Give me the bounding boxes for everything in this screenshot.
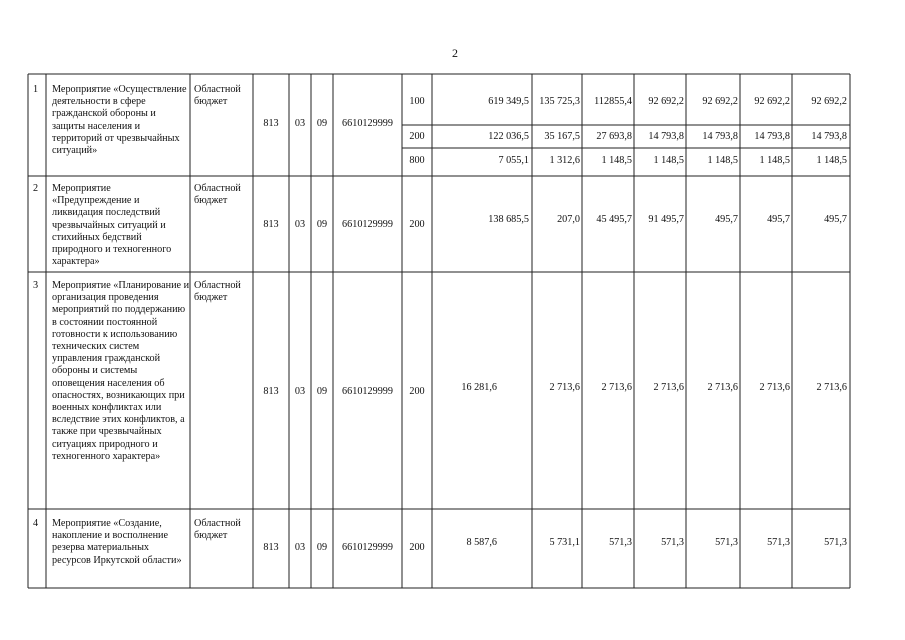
row3-num: 3 (33, 280, 39, 291)
row4-rz: 03 (294, 542, 306, 553)
row2-source: Областной бюджет (194, 183, 241, 207)
row1-sub1-vr: 100 (409, 96, 425, 107)
row1-sub3-v2: 1 312,6 (549, 155, 580, 166)
row3-v2: 2 713,6 (549, 382, 580, 393)
row2-v7: 495,7 (824, 214, 847, 225)
row1-sub2-vr: 200 (409, 131, 425, 142)
row1-sub3-v3: 1 148,5 (601, 155, 632, 166)
row3-source: Областной бюджет (194, 280, 241, 304)
row3-pr: 09 (316, 386, 328, 397)
row1-sub2-v1: 122 036,5 (488, 131, 529, 142)
row3-kgrbs: 813 (263, 386, 279, 397)
row2-v3: 45 495,7 (596, 214, 632, 225)
row4-v6: 571,3 (767, 537, 790, 548)
row1-sub1-v3: 112855,4 (594, 96, 632, 107)
row2-csr: 6610129999 (342, 219, 393, 230)
row1-sub2-v2: 35 167,5 (544, 131, 580, 142)
row1-kgrbs: 813 (263, 118, 279, 129)
row1-sub3-vr: 800 (409, 155, 425, 166)
row1-source: Областной бюджет (194, 84, 241, 108)
row1-sub1-v1: 619 349,5 (488, 96, 529, 107)
row1-sub1-v5: 92 692,2 (702, 96, 738, 107)
row3-v7: 2 713,6 (816, 382, 847, 393)
row2-rz: 03 (294, 219, 306, 230)
row2-num: 2 (33, 183, 39, 194)
row1-sub1-v6: 92 692,2 (754, 96, 790, 107)
row1-sub1-v4: 92 692,2 (648, 96, 684, 107)
row1-sub2-v4: 14 793,8 (648, 131, 684, 142)
row3-v3: 2 713,6 (601, 382, 632, 393)
row1-sub3-v7: 1 148,5 (816, 155, 847, 166)
row4-v5: 571,3 (715, 537, 738, 548)
row2-vr: 200 (409, 219, 425, 230)
row1-name: Мероприятие «Осуществление деятельности в сфере гражданской обороны и защиты населения и территорий от чрезвычайных ситуаций» (52, 84, 187, 157)
row2-v4: 91 495,7 (648, 214, 684, 225)
row2-v5: 495,7 (715, 214, 738, 225)
row2-v2: 207,0 (557, 214, 580, 225)
row1-sub1-v7: 92 692,2 (811, 96, 847, 107)
row4-name: Мероприятие «Создание, накопление и восполнение резерва материальных ресурсов Иркутской области» (52, 518, 182, 566)
row4-kgrbs: 813 (263, 542, 279, 553)
row3-v6: 2 713,6 (759, 382, 790, 393)
row1-pr: 09 (316, 118, 328, 129)
row1-sub1-v2: 135 725,3 (539, 96, 580, 107)
row2-v6: 495,7 (767, 214, 790, 225)
row1-csr: 6610129999 (342, 118, 393, 129)
row3-vr: 200 (409, 386, 425, 397)
row1-sub2-v6: 14 793,8 (754, 131, 790, 142)
row1-sub3-v6: 1 148,5 (759, 155, 790, 166)
row1-sub2-v7: 14 793,8 (811, 131, 847, 142)
row2-name: Мероприятие «Предупреждение и ликвидация последствий чрезвычайных ситуаций и стихийных бедствий природного и техногенного характера» (52, 183, 172, 268)
row1-sub3-v4: 1 148,5 (653, 155, 684, 166)
row3-name: Мероприятие «Планирование и организация проведения мероприятий по поддержанию в состоянии постоянной готовности к использованию технических систем управления гражданской обороны и системы оповещения населения об опасностях, возникающих при военных конфликтах или вследствие этих конфликтов, а также при чрезвычайных ситуациях природного и техногенного характера» (52, 280, 190, 462)
row3-v5: 2 713,6 (707, 382, 738, 393)
row4-v2: 5 731,1 (549, 537, 580, 548)
row1-rz: 03 (294, 118, 306, 129)
row2-v1: 138 685,5 (488, 214, 529, 225)
row1-num: 1 (33, 84, 39, 95)
row1-sub2-v3: 27 693,8 (596, 131, 632, 142)
row4-v3: 571,3 (609, 537, 632, 548)
row3-rz: 03 (294, 386, 306, 397)
row4-source: Областной бюджет (194, 518, 241, 542)
row4-v1: 8 587,6 (466, 537, 497, 548)
row3-csr: 6610129999 (342, 386, 393, 397)
page-number: 2 (452, 46, 458, 60)
row2-kgrbs: 813 (263, 219, 279, 230)
row4-pr: 09 (316, 542, 328, 553)
row3-v4: 2 713,6 (653, 382, 684, 393)
row4-vr: 200 (409, 542, 425, 553)
row2-pr: 09 (316, 219, 328, 230)
row4-num: 4 (33, 518, 39, 529)
row4-v7: 571,3 (824, 537, 847, 548)
row1-sub2-v5: 14 793,8 (702, 131, 738, 142)
row1-sub3-v5: 1 148,5 (707, 155, 738, 166)
row4-csr: 6610129999 (342, 542, 393, 553)
row4-v4: 571,3 (661, 537, 684, 548)
row1-sub3-v1: 7 055,1 (498, 155, 529, 166)
row3-v1: 16 281,6 (461, 382, 497, 393)
